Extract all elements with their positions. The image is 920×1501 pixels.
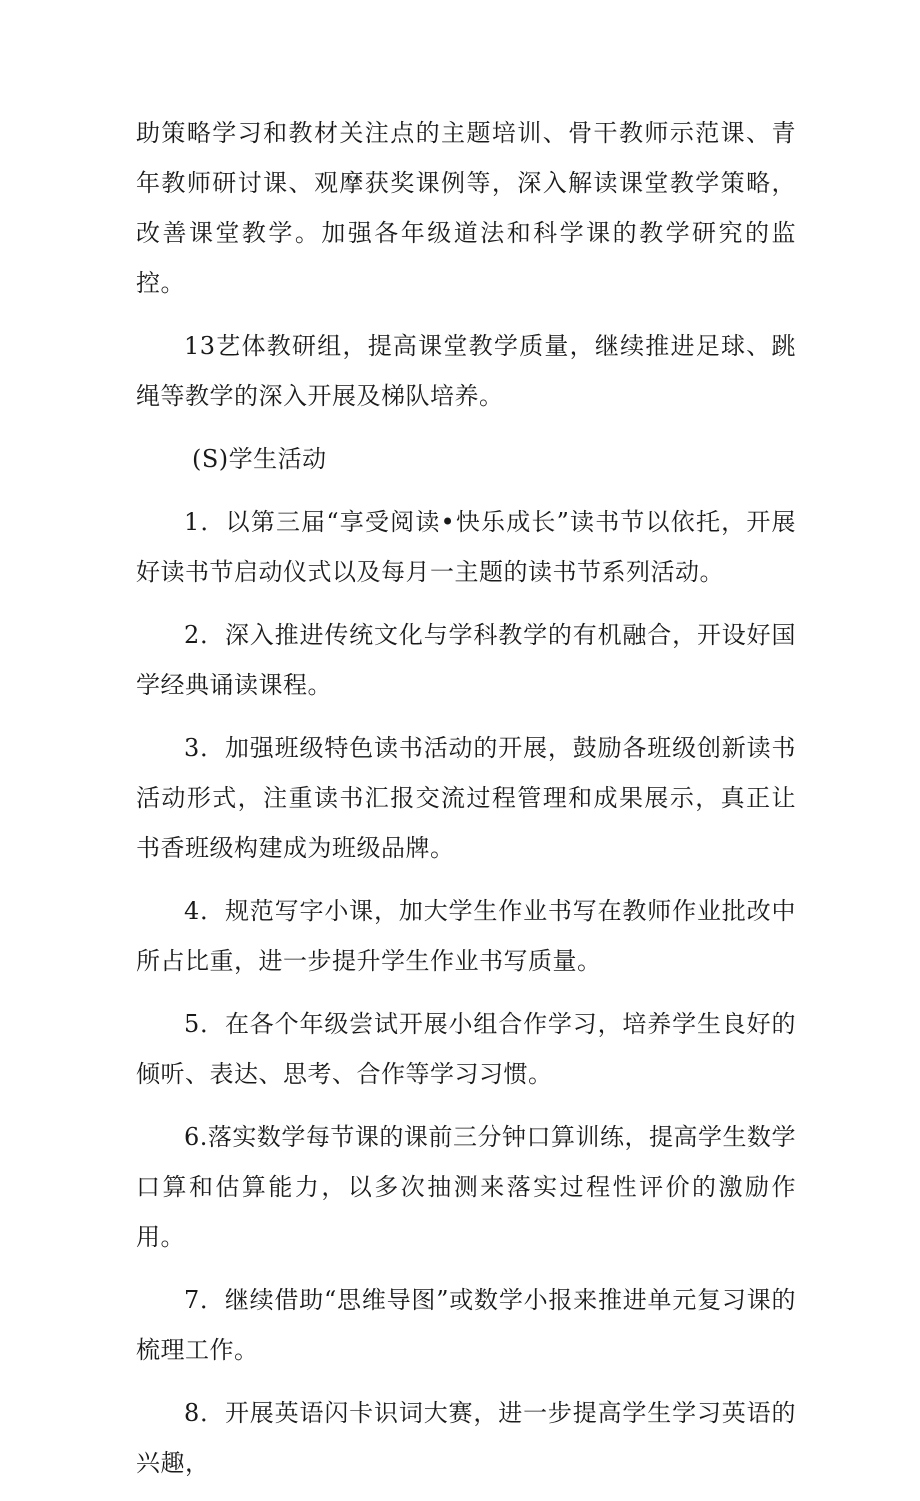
paragraph-arts-group: 13艺体教研组，提高课堂教学质量，继续推进足球、跳绳等教学的深入开展及梯队培养。: [136, 332, 796, 410]
list-item-5: 5．在各个年级尝试开展小组合作学习，培养学生良好的倾听、表达、思考、合作等学习习惯。: [136, 1010, 796, 1088]
list-item-8: 8．开展英语闪卡识词大赛，进一步提高学生学习英语的兴趣，: [136, 1399, 796, 1477]
section-heading-student-activities: (S)学生活动: [192, 445, 327, 473]
list-item-6: 6.落实数学每节课的课前三分钟口算训练，提高学生数学口算和估算能力，以多次抽测来落实过程性评价的激励作用。: [136, 1123, 796, 1251]
list-item-4: 4．规范写字小课，加大学生作业书写在教师作业批改中所占比重，进一步提升学生作业书写质量。: [136, 897, 796, 975]
paragraph-continuation: 助策略学习和教材关注点的主题培训、骨干教师示范课、青年教师研讨课、观摩获奖课例等，深入解读课堂教学策略，改善课堂教学。加强各年级道法和科学课的教学研究的监控。: [136, 119, 796, 297]
list-item-3: 3．加强班级特色读书活动的开展，鼓励各班级创新读书活动形式，注重读书汇报交流过程管理和成果展示，真正让书香班级构建成为班级品牌。: [136, 734, 796, 862]
list-item-7: 7．继续借助“思维导图”或数学小报来推进单元复习课的梳理工作。: [136, 1286, 796, 1364]
list-item-1: 1．以第三届“享受阅读•快乐成长”读书节以依托，开展好读书节启动仪式以及每月一主题的读书节系列活动。: [136, 508, 796, 586]
document-body: [136, 108, 796, 1501]
list-item-2: 2．深入推进传统文化与学科教学的有机融合，开设好国学经典诵读课程。: [136, 621, 796, 699]
